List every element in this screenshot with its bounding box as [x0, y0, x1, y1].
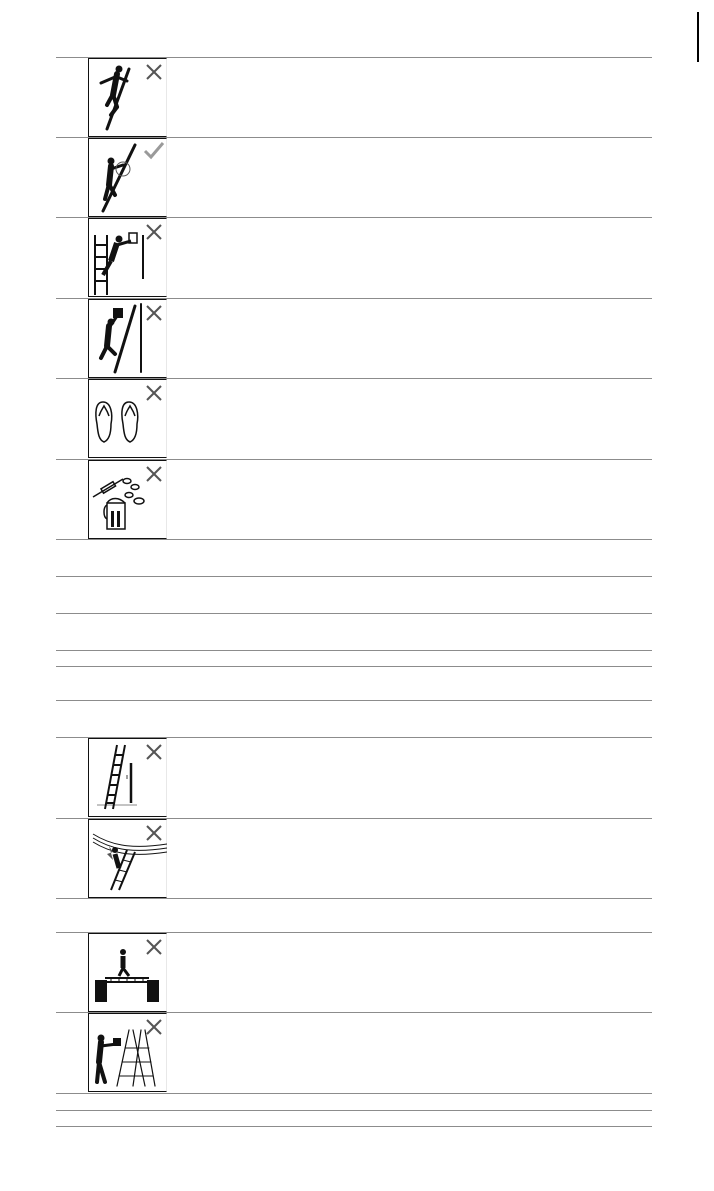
safety-pictogram: [88, 58, 167, 137]
prohibited-mark-icon: [147, 940, 161, 954]
divider: [56, 898, 652, 899]
prohibited-mark-icon: [147, 65, 161, 79]
person-overreaching-from-ladder-icon: [89, 219, 167, 297]
page-edge-mark: [697, 12, 699, 62]
safety-pictogram: [88, 299, 167, 378]
prohibited-mark-icon: [147, 1020, 161, 1034]
safety-pictogram: [88, 738, 167, 817]
prohibited-mark-icon: [147, 386, 161, 400]
allowed-mark-icon: [145, 143, 163, 157]
person-climbing-ladder-three-points-icon: [89, 139, 167, 217]
safety-pictogram: [88, 1013, 167, 1092]
person-carrying-load-on-ladder-icon: [89, 300, 167, 378]
divider: [56, 700, 652, 701]
divider: [56, 1126, 652, 1127]
prohibited-mark-icon: [147, 745, 161, 759]
divider: [56, 1093, 652, 1094]
flip-flop-sandals-icon: [89, 380, 167, 458]
divider: [56, 576, 652, 577]
prohibited-mark-icon: [147, 467, 161, 481]
divider: [56, 650, 652, 651]
prohibited-mark-icon: [147, 826, 161, 840]
safety-pictogram: [88, 460, 167, 539]
prohibited-mark-icon: [147, 225, 161, 239]
safety-pictogram: [88, 379, 167, 458]
prohibited-mark-icon: [147, 306, 161, 320]
person-climbing-ladder-no-hands-icon: [89, 59, 167, 137]
divider: [56, 539, 652, 540]
divider: [56, 1110, 652, 1111]
safety-pictogram: [88, 819, 167, 898]
safety-pictogram: [88, 933, 167, 1012]
divider: [56, 613, 652, 614]
drugs-and-alcohol-icon: [89, 461, 167, 539]
ladder-incorrect-angle-icon: [89, 739, 167, 817]
ladder-near-power-lines-icon: [89, 820, 167, 898]
divider: [56, 666, 652, 667]
safety-pictogram: [88, 138, 167, 217]
safety-pictogram: [88, 218, 167, 297]
person-near-stepladder-icon: [89, 1014, 167, 1092]
ladder-as-bridge-icon: [89, 934, 167, 1012]
